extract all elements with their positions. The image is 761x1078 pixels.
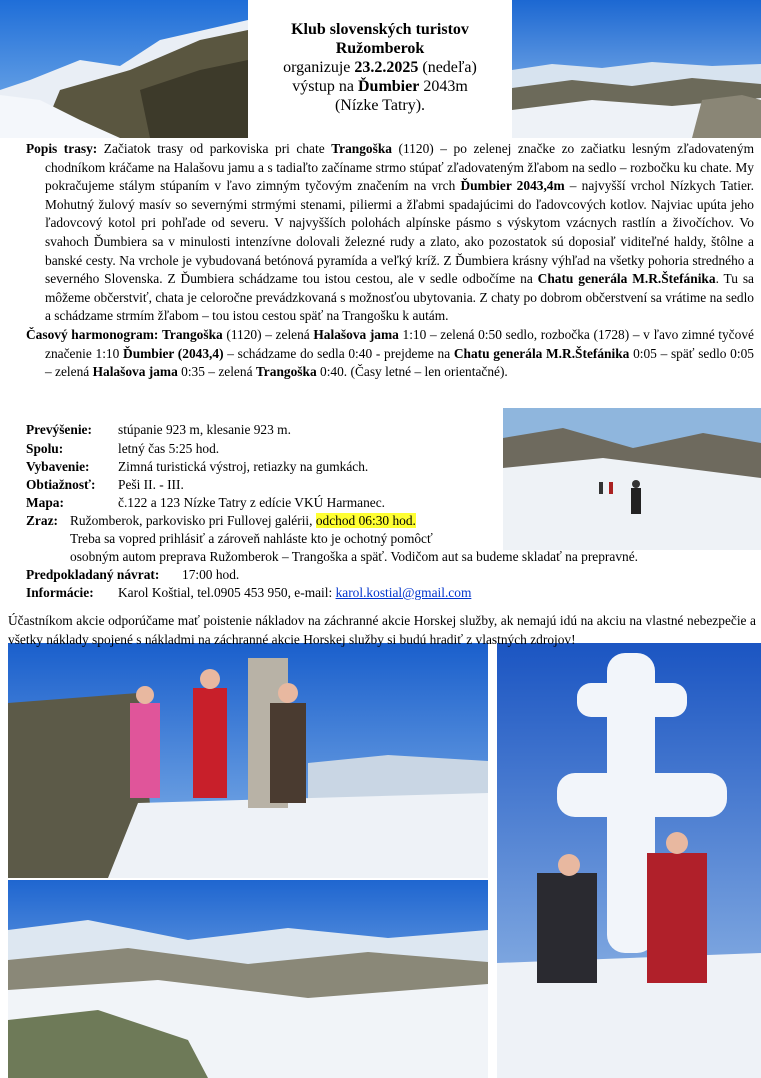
- photo-group-summit: [8, 643, 488, 878]
- photo-frozen-cross: [497, 643, 761, 1078]
- photo-hikers-snow: [503, 408, 761, 550]
- detail-difficulty: Obtiažnosť: Peši II. - III.: [26, 477, 184, 492]
- detail-meeting: Zraz: Ružomberok, parkovisko pri Fullovej galérii, odchod 06:30 hod.: [26, 513, 416, 528]
- route-section: [26, 140, 754, 382]
- detail-total-time: Spolu: letný čas 5:25 hod.: [26, 441, 220, 456]
- time-schedule: Časový harmonogram: Trangoška (1120) – zelená Halašova jama 1:10 – zelená 0:50 sedlo, rozbočka (1728) – v ľavo zimné tyčové značenie 1:10 Ďumbier (2043,4) – schádzame do sedla 0:40 - prejdeme na Chatu generála M.R.Štefánika 0:05 – späť sedlo 0:05 – zelená Halašova jama 0:35 – zelená Trangoška 0:40. (Časy letné – len orientačné).: [26, 326, 754, 380]
- club-city: Ružomberok: [335, 40, 425, 57]
- event-peak-line: výstup na Ďumbier 2043m: [292, 78, 468, 95]
- meeting-note-2: osobným autom preprava Ružomberok – Trangoška a späť. Vodičom aut sa budeme skladať na prepravné.: [70, 549, 639, 564]
- departure-time-highlight: odchod 06:30 hod.: [315, 513, 416, 528]
- detail-return: Predpokladaný návrat: 17:00 hod.: [26, 567, 240, 582]
- route-description: Popis trasy: Začiatok trasy od parkoviska pri chate Trangoška (1120) – po zelenej značke zo začiatku lesným zľadovateným chodníkom kráčame na Halašovu jamu a s tadiaľto začíname strmo stúpať zľadovateným žľabom na sedlo – rozbočku ku chate. My pokračujeme stálym stúpaním v ľavo zimným tyčovým značením na vrch Ďumbier 2043,4m – najvyšší vrchol Nízkych Tatier. Mohutný žulový masív so severnými strmými stenami, piliermi a žľabmi spadajúcimi do ľadovcových kotlov. Najviac upúta jeho ľadovcový kotol pri pohľade od severu. V najvyšších polohách alpínske pásmo s výskytom vzácnych rastlín a živočíchov. Vo svahoch Ďumbiera sa v minulosti intenzívne dolovali železné rudy a zlato, ako pozostatok sú doposiaľ viditeľné haldy, štôlne a banské cesty. Na vrchole je vybudovaná betónová pyramída a veľký kríž. Z Ďumbiera krásny výhľad na všetky pohoria stredného a severného Slovenska. Z Ďumbiera schádzame tou istou cestou, ale v sedle odbočíme na Chatu generála M.R.Štefánika. Tu sa môžeme občerstviť, chata je celoročne prevádzkovaná s možnosťou ubytovania. Z chaty po dobrom občerstvení sa vrátime na sedlo a schádzame strmím žľabom – tou istou cestou späť na Trangošku k autám.: [26, 141, 755, 324]
- meeting-note-1: Treba sa vopred prihlásiť a zároveň nahláste kto je ochotný pomôcť: [70, 531, 433, 546]
- detail-equipment: Vybavenie: Zimná turistická výstroj, retiazky na gumkách.: [26, 459, 369, 474]
- event-header: [250, 20, 510, 115]
- detail-elevation: Prevýšenie: stúpanie 923 m, klesanie 923 m.: [26, 422, 291, 437]
- event-date-line: organizuje 23.2.2025 (nedeľa): [283, 59, 477, 76]
- photo-mountain-slope: [0, 0, 248, 138]
- photo-mountain-panorama: [512, 0, 761, 138]
- photo-ridge-view: [8, 880, 488, 1078]
- event-region: (Nízke Tatry).: [334, 97, 426, 114]
- contact-email-link[interactable]: karol.kostial@gmail.com: [335, 585, 472, 600]
- detail-map: Mapa: č.122 a 123 Nízke Tatry z edície VKÚ Harmanec.: [26, 495, 386, 510]
- detail-contact: Informácie: Karol Koštial, tel.0905 453 950, e-mail: karol.kostial@gmail.com: [26, 585, 472, 600]
- insurance-notice: Účastníkom akcie odporúčame mať poistenie nákladov na záchranné akcie Horskej služby, ak nemajú idú na akciu na vlastné nebezpečie a všetky náklady spojené s nákladmi na záchranné akcie Horskej služby si budú hradiť z vlastných zdrojov!: [8, 613, 756, 647]
- club-name: Klub slovenských turistov: [291, 21, 469, 38]
